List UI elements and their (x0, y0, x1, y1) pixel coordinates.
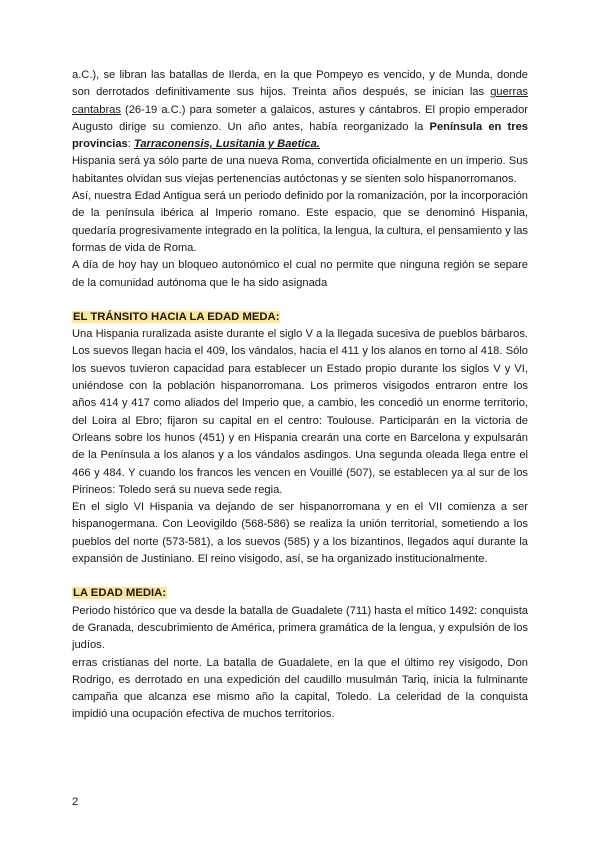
paragraph-romanization: Así, nuestra Edad Antigua será un periodo definido por la romanización, por la incorporación de la península ibérica al Imperio romano. Este espacio, que se denominó Hispania, quedaría progresivamente integrado en la política, la lengua, la cultura, el pensamiento y las formas de vida de Roma. (72, 190, 528, 254)
paragraph-middle-ages-period: Periodo histórico que va desde la batalla de Guadalete (711) hasta el mítico 1492: conquista de Granada, descubrimiento de América, primera gramática de la lengua, y expulsión de los judíos. (72, 604, 528, 652)
document-body (72, 67, 528, 724)
section-heading-transition: EL TRÁNSITO HACIA LA EDAD MEDA: (73, 310, 280, 323)
provinces-names: Tarraconensis, Lusitania y Baetica. (133, 138, 320, 151)
paragraph-new-rome: Hispania será ya sólo parte de una nueva Roma, convertida oficialmente en un imperio. Sus habitantes olvidan sus viejas pertenencias autóctonas y se sienten solo hispanorromanos. (72, 155, 528, 185)
cantabrian-wars-link[interactable]: guerras cantabras (72, 86, 528, 116)
paragraph-roman-wars: a.C.), se libran las batallas de Ilerda, en la que Pompeyo es vencido, y de Munda, donde son derrotados definitivamente sus hijos. Treinta años después, se inician las guerras cantabras (26-19 a.C.) para someter a galaicos, astures y cántabros. El propio emperador Augusto dirige su comienzo. Un año antes, había reorganizado la Península en tres provincias: Tarraconensis, Lusitania y Baetica. (72, 69, 528, 151)
paragraph-autonomy: A día de hoy hay un bloqueo autonómico el cual no permite que ninguna región se separe de la comunidad autónoma que le ha sido asignada (72, 259, 528, 289)
provinces-bold-text: Península en tres provincias (72, 120, 528, 151)
section-heading-middle-ages: LA EDAD MEDIA: (73, 587, 167, 600)
page-number: 2 (72, 796, 79, 808)
paragraph-visigoth-kingdom: En el siglo VI Hispania va dejando de ser hispanorromana y en el VII comienza a ser hispanogermana. Con Leovigildo (568-586) se realiza la unión territorial, sometiendo a los pueblos del norte (573-581), a los suevos (585) y a los bizantinos, llegados aquí durante la expansión de Justiniano. El reino visigodo, así, se ha organizado institucionalmente. (72, 501, 528, 566)
paragraph-barbarian-peoples: Una Hispania ruralizada asiste durante el siglo V a la llegada sucesiva de pueblos bárbaros. Los suevos llegan hacia el 409, los vándalos, hacia el 411 y los alanos en torno al 418. Sólo los suevos tuvieron capacidad para establecer un Estado propio durante los siglos V y VI, uniéndose con la población hispanorromana. Los primeros visigodos entraron entre los años 414 y 417 como aliados del Imperio que, a cambio, les concedió un enorme territorio, del Loira al Ebro; fijaron su capital en el centro: Toulouse. Participarán en la victoria de Orleans sobre los hunos (451) y en Hispania crearán una corte en Barcelona y expulsarán de la Península a los alanos y a los vándalos asdingos. Una segunda oleada llega entre el 466 y 484. Y cuando los francos les vencen en Vouillé (507), se establecen ya al sur de los Pirineos: Toledo será su nueva sede regia. (72, 328, 528, 496)
paragraph-guadalete: erras cristianas del norte. La batalla de Guadalete, en la que el último rey visigodo, Don Rodrigo, es derrotado en una expedición del caudillo musulmán Tariq, inicia la fulminante campaña que alcanza ese mismo año la capital, Toledo. La celeridad de la conquista impidió una ocupación efectiva de muchos territorios. (72, 656, 528, 721)
